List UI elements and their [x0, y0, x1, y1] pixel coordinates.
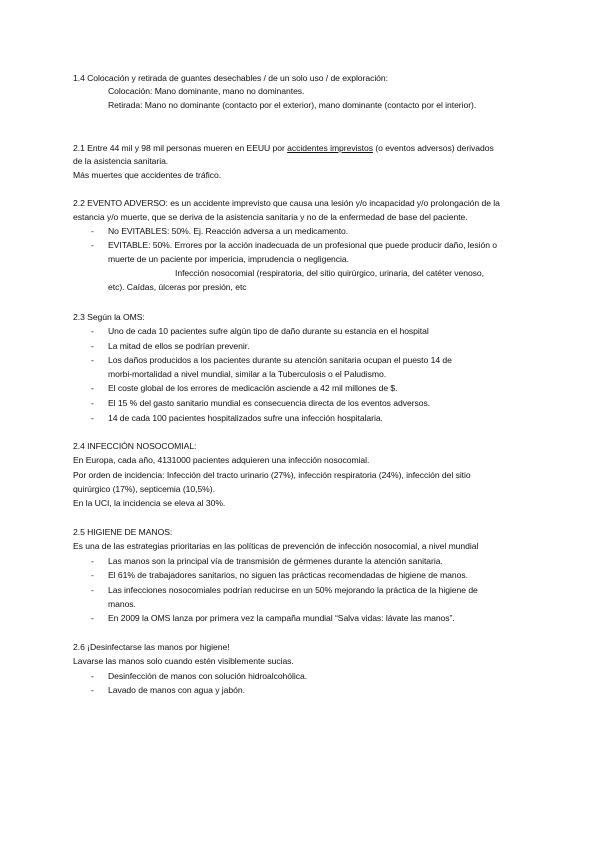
s22-line2: estancia y/o muerte, que se deriva de la asistencia sanitaria y no de la enfermedad de base del paciente. [73, 212, 468, 222]
bullet-dash: - [91, 556, 94, 566]
s22-bullet2-l3: Infección nosocomial (respiratoria, del sitio quirúrgico, urinaria, del catéter venoso, [175, 268, 484, 278]
s24-line4: En la UCI, la incidencia se eleva al 30%. [73, 498, 226, 508]
s23-bullet3-l1: Los daños producidos a los pacientes durante su atención sanitaria ocupan el puesto 14 de [108, 355, 452, 365]
bullet-dash: - [91, 326, 94, 336]
s25-bullet3-l2: manos. [108, 599, 136, 609]
s21-line2: de la asistencia sanitaria. [73, 156, 169, 166]
s23-bullet4: El coste global de los errores de medicación asciende a 42 mil millones de $. [108, 383, 398, 393]
s25-bullet2: El 61% de trabajadores sanitarios, no siguen las prácticas recomendadas de higiene de manos. [108, 570, 468, 580]
bullet-dash: - [91, 398, 94, 408]
s22-bullet2-l4: etc). Caídas, úlceras por presión, etc [108, 282, 247, 292]
s26-bullet1: Desinfección de manos con solución hidroalcohólica. [108, 671, 308, 681]
s21-link-accidentes: accidentes imprevistos [287, 143, 373, 153]
s24-line2: Por orden de incidencia: Infección del tracto urinario (27%), infección respiratoria (24%), infección del sitio [73, 470, 471, 480]
bullet-dash: - [91, 355, 94, 365]
s25-heading: 2.5 HIGIENE DE MANOS: [73, 527, 173, 537]
s22-bullet1: No EVITABLES: 50%. Ej. Reacción adversa a un medicamento. [108, 226, 349, 236]
s25-bullet1: Las manos son la principal vía de transmisión de gérmenes durante la atención sanitaria. [108, 556, 443, 566]
s24-heading: 2.4 INFECCIÓN NOSOCOMIAL: [73, 441, 197, 451]
s26-line1: Lavarse las manos solo cuando estén visiblemente sucias. [73, 656, 294, 666]
bullet-dash: - [91, 671, 94, 681]
s22-bullet2-l1: EVITABLE: 50%. Errores por la acción inadecuada de un profesional que puede producir daño, lesión o [108, 240, 498, 250]
s21-line1-a: 2.1 Entre 44 mil y 98 mil personas mueren en EEUU por [73, 143, 288, 153]
bullet-dash: - [91, 226, 94, 236]
s23-bullet3-l2: morbi-mortalidad a nivel mundial, similar a la Tuberculosis o el Paludismo. [108, 369, 387, 379]
s24-line1: En Europa, cada año, 4131000 pacientes adquieren una infección nosocomial. [73, 455, 370, 465]
s22-bullet2-l2: muerte de un paciente por impericia, imprudencia o negligencia. [108, 254, 349, 264]
s25-line1: Es una de las estrategias prioritarias en las políticas de prevención de infección nosocomial, a nivel mundial [73, 541, 479, 551]
s26-heading: 2.6 ¡Desinfectarse las manos por higiene! [73, 642, 230, 652]
s14-line1: Colocación: Mano dominante, mano no dominantes. [108, 86, 305, 96]
s21-line1-b: (o eventos adversos) derivados [372, 143, 494, 153]
bullet-dash: - [91, 383, 94, 393]
s14-heading: 1.4 Colocación y retirada de guantes desechables / de un solo uso / de exploración: [73, 73, 388, 83]
bullet-dash: - [91, 613, 94, 623]
s21-line1 [73, 143, 494, 154]
s21-line3: Más muertes que accidentes de tráfico. [73, 170, 222, 180]
s25-bullet3-l1: Las infecciones nosocomiales podrían reducirse en un 50% mejorando la práctica de la higiene de [108, 585, 478, 595]
s14-line2: Retirada: Mano no dominante (contacto por el exterior), mano dominante (contacto por el interior). [108, 100, 477, 110]
bullet-dash: - [91, 685, 94, 695]
s23-heading: 2.3 Según la OMS: [73, 312, 145, 322]
s25-bullet4: En 2009 la OMS lanza por primera vez la campaña mundial “Salva vidas: lávate las manos”. [108, 613, 455, 623]
bullet-dash: - [91, 413, 94, 423]
s22-line1: 2.2 EVENTO ADVERSO: es un accidente imprevisto que causa una lesión y/o incapacidad y/o prolongación de la [73, 198, 500, 208]
s23-bullet1: Uno de cada 10 pacientes sufre algún tipo de daño durante su estancia en el hospital [108, 326, 429, 336]
bullet-dash: - [91, 240, 94, 250]
s23-bullet5: El 15 % del gasto sanitario mundial es consecuencia directa de los eventos adversos. [108, 398, 431, 408]
s24-line3: quirúrgico (17%), septicemia (10,5%). [73, 484, 215, 494]
bullet-dash: - [91, 570, 94, 580]
s23-bullet6: 14 de cada 100 pacientes hospitalizados sufre una infección hospitalaria. [108, 413, 383, 423]
bullet-dash: - [91, 341, 94, 351]
s26-bullet2: Lavado de manos con agua y jabón. [108, 685, 245, 695]
s23-bullet2: La mitad de ellos se podrían prevenir. [108, 341, 250, 351]
bullet-dash: - [91, 585, 94, 595]
